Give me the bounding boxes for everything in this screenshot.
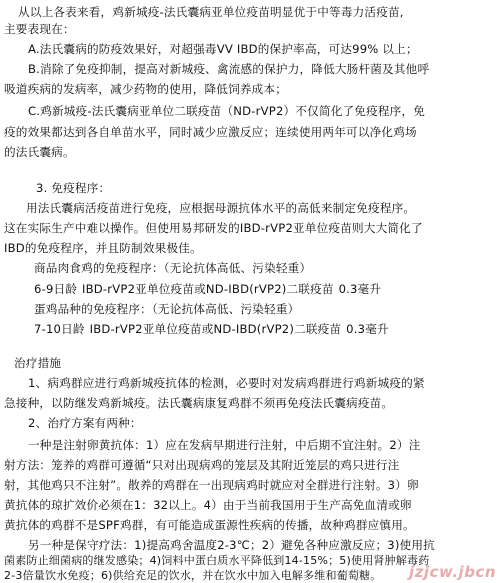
text-line: 这在实际生产中难以操作。但使用易邦研发的IBD-rVP2亚单位疫苗则大大简化了 (4, 221, 423, 235)
text-line: 急接种，以防继发鸡新城疫。法氏囊病康复鸡群不须再免疫法氏囊病疫苗。 (4, 396, 394, 410)
site-watermark: jzjcw.jbcn (409, 563, 496, 581)
text-line: 另一种是保守疗法：1)提高鸡舍温度2-3℃；2）避免各种应激反应；3)使用抗 (28, 538, 435, 552)
text-line: 2-3倍量饮水免疫；6)供给充足的饮水，并在饮水中加入电解多维和葡萄糖。 (4, 569, 382, 582)
text-line: IBD的免疫程序，并且防制效果极佳。 (4, 241, 202, 255)
text-line: 吸道疾病的发病率，减少药物的使用，降低饲养成本； (4, 82, 288, 96)
text-line: A.法氏囊病的防疫效果好，对超强毒VV IBD的保护率高，可达99% 以上； (28, 42, 418, 56)
text-line: 蛋鸡品种的免疫程序：（无论抗体高低、污染轻重） (34, 302, 300, 316)
schedule-row: 6-9日龄 IBD-rVP2亚单位疫苗或ND-IBD(rVP2)二联疫苗 0.3毫升 (34, 282, 382, 296)
text-line: 疫的效果都达到各自单苗水平，同时减少应激反应；连续使用两年可以净化鸡场 (4, 125, 417, 139)
text-line: 黄抗体的琼扩效价必须在1：32以上。4）由于当前我国用于生产高免血清或卵 (4, 498, 412, 512)
text-line: 2、治疗方案有两种： (28, 416, 142, 430)
text-line: 主要表现在： (4, 22, 75, 36)
section-heading: 治疗措施 (14, 356, 62, 370)
text-line: 商品肉食鸡的免疫程序：（无论抗体高低、污染轻重） (34, 261, 312, 275)
text-line: 黄抗体的鸡群不是SPF鸡群，有可能造成蛋源性疾病的传播，故种鸡群应慎用。 (4, 518, 415, 532)
text-line: 从以上各表来看，鸡新城疫-法氏囊病亚单位疫苗明显优于中等毒力活疫苗, (18, 5, 404, 19)
section-heading: 3. 免疫程序： (36, 181, 111, 195)
text-line: 菌素防止细菌病的继发感染；4)饲料中蛋白质水平降低到14-15%；5)使用肾肿解毒药 (4, 554, 430, 567)
text-line: 射，其他鸡只不注射”。散养的鸡群在一出现病鸡时就应对全群进行注射。3）卵 (4, 478, 419, 492)
text-line: B.消除了免疫抑制，提高对新城疫、禽流感的保护力，降低大肠杆菌及其他呼 (28, 62, 430, 76)
text-line: 1、病鸡群应进行鸡新城疫抗体的检测，必要时对发病鸡群进行鸡新城疫的紧 (28, 376, 425, 390)
text-line: 一种是注射卵黄抗体：1）应在发病早期进行注射，中后期不宜注射。2）注 (28, 438, 421, 452)
text-line: 射方法：笼养的鸡群可遵循“只对出现病鸡的笼层及其附近笼层的鸡只进行注 (4, 458, 400, 472)
text-line: 用法氏囊病活疫苗进行免疫，应根据母源抗体水平的高低来制定免疫程序。 (26, 201, 416, 215)
text-line: 的法氏囊病。 (4, 145, 75, 159)
text-line: C.鸡新城疫-法氏囊病亚单位二联疫苗（ND-rVP2）不仅简化了免疫程序，免 (28, 104, 426, 118)
schedule-row: 7-10日龄 IBD-rVP2亚单位疫苗或ND-IBD(rVP2)二联疫苗 0.3毫升 (34, 322, 389, 336)
